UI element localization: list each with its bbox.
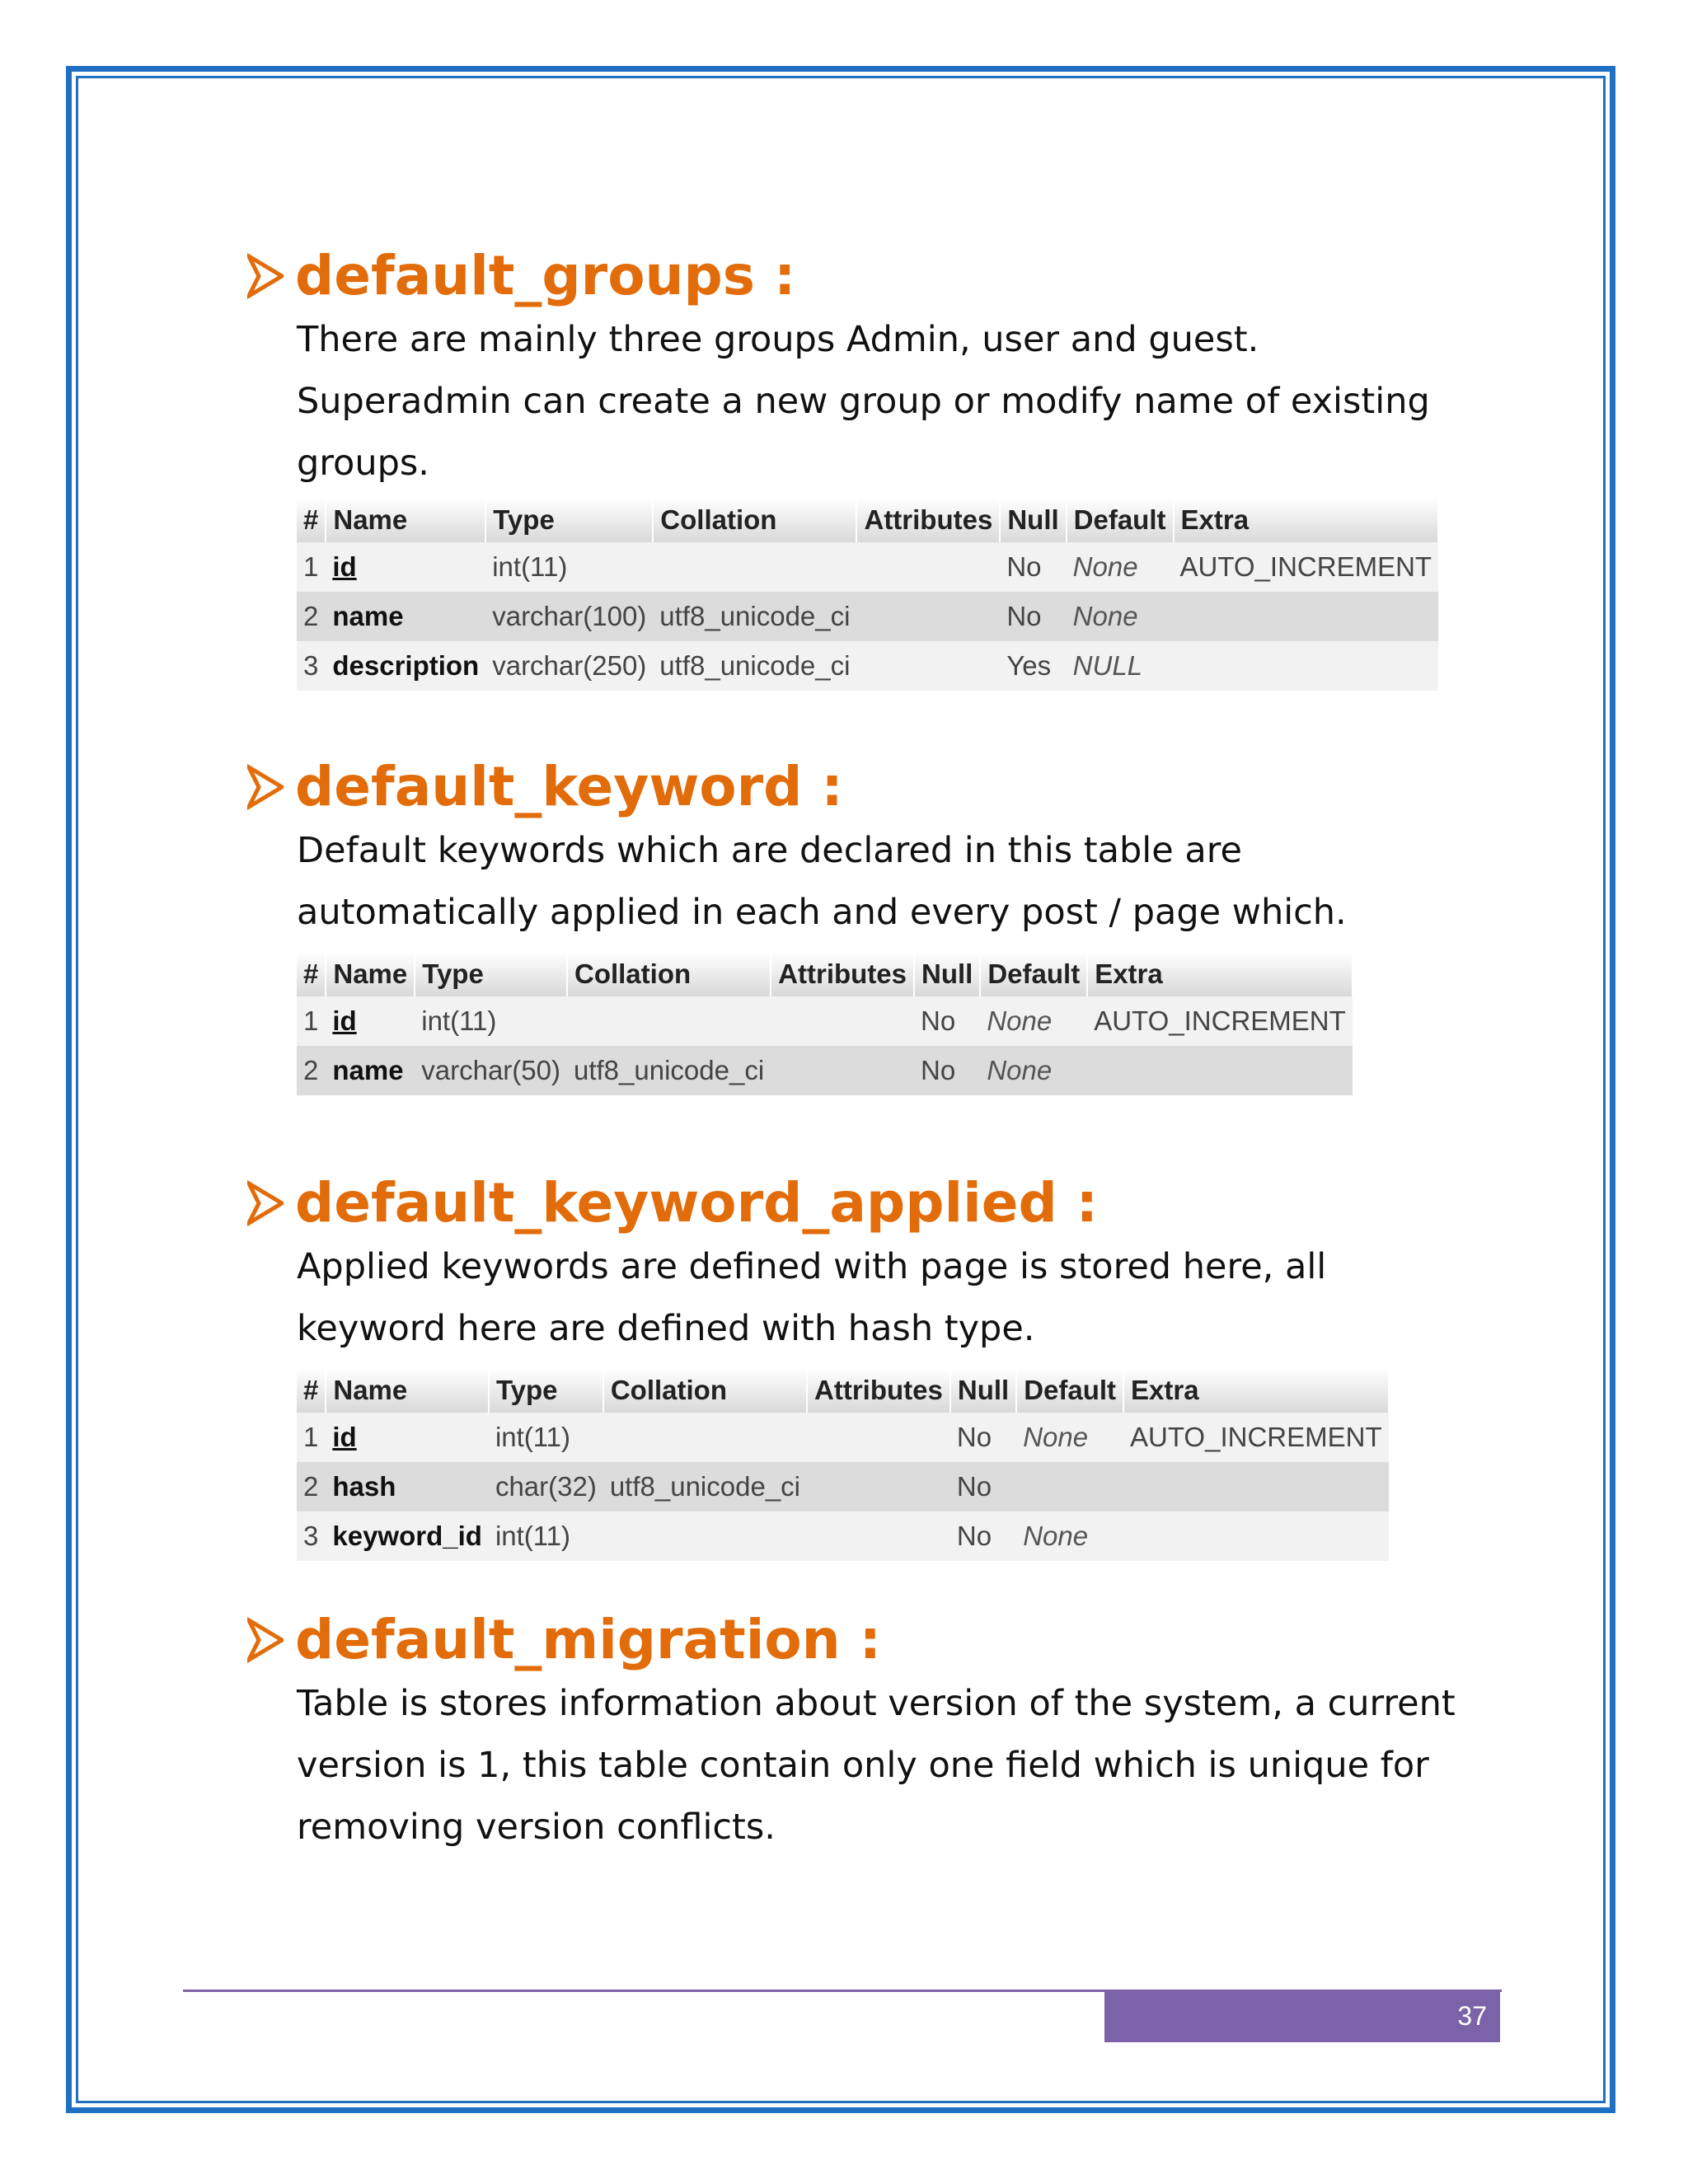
- table-cell: [771, 996, 914, 1046]
- column-header: Collation: [653, 498, 856, 542]
- column-header: Attributes: [807, 1368, 950, 1413]
- table-cell: utf8_unicode_ci: [603, 1462, 807, 1511]
- description-line: There are mainly three groups Admin, user and guest.: [297, 319, 1259, 360]
- column-header: Default: [1016, 1368, 1123, 1413]
- column-header: Extra: [1087, 952, 1353, 996]
- column-header: Name: [326, 498, 485, 542]
- table-cell: 2: [297, 1462, 326, 1511]
- table-cell: id: [326, 996, 415, 1046]
- table-cell: No: [950, 1511, 1016, 1561]
- arrow-bullet-icon: [247, 253, 284, 299]
- table-row: [297, 1046, 1353, 1095]
- column-header: Attributes: [856, 498, 1000, 542]
- table-cell: utf8_unicode_ci: [567, 1046, 771, 1095]
- table-cell: utf8_unicode_ci: [653, 592, 856, 641]
- table-cell: 3: [297, 641, 326, 691]
- section-title: default_keyword_applied :: [295, 1171, 1099, 1235]
- table-row: [297, 1511, 1389, 1561]
- section-default-keyword-applied: [247, 1170, 1517, 1360]
- description-line: keyword here are defined with hash type.: [297, 1308, 1035, 1349]
- table-cell: 2: [297, 592, 326, 641]
- table-row: [297, 592, 1438, 641]
- column-header: #: [297, 498, 326, 542]
- table-header-row: [297, 952, 1353, 996]
- column-header: Attributes: [771, 952, 914, 996]
- section-description: [297, 1673, 1508, 1858]
- table-cell: [856, 641, 1000, 691]
- table-cell: 1: [297, 542, 326, 592]
- section-heading: [247, 1607, 1517, 1673]
- section-title: default_keyword :: [295, 755, 843, 818]
- table-cell: varchar(50): [415, 1046, 567, 1095]
- description-line: version is 1, this table contain only one field which is unique for: [297, 1745, 1429, 1786]
- table-cell: None: [1016, 1511, 1123, 1561]
- table-row: [297, 1462, 1389, 1511]
- column-header: Name: [326, 952, 415, 996]
- section-heading: [247, 1170, 1517, 1236]
- table-header-row: [297, 498, 1438, 542]
- column-header: Default: [980, 952, 1087, 996]
- column-header: Null: [950, 1368, 1016, 1413]
- table-cell: [653, 542, 856, 592]
- table-cell: [1174, 641, 1439, 691]
- column-header: Extra: [1174, 498, 1439, 542]
- table-cell: id: [326, 542, 485, 592]
- section-title: default_migration :: [295, 1608, 882, 1671]
- column-header: Collation: [603, 1368, 807, 1413]
- arrow-bullet-icon: [247, 764, 284, 810]
- table-cell: None: [980, 996, 1087, 1046]
- table-cell: 3: [297, 1511, 326, 1561]
- description-line: Applied keywords are defined with page is stored here, all: [297, 1246, 1327, 1287]
- table-header-row: [297, 1368, 1389, 1413]
- column-header: Name: [326, 1368, 489, 1413]
- column-header: Collation: [567, 952, 771, 996]
- table-cell: [1123, 1462, 1389, 1511]
- table-cell: None: [1016, 1413, 1123, 1462]
- table-cell: No: [950, 1462, 1016, 1511]
- column-header: Extra: [1123, 1368, 1389, 1413]
- table-cell: hash: [326, 1462, 489, 1511]
- table-cell: [856, 542, 1000, 592]
- table-cell: int(11): [485, 542, 653, 592]
- description-line: groups.: [297, 443, 429, 484]
- section-heading: [247, 243, 1517, 309]
- section-title: default_groups :: [295, 244, 796, 307]
- table-cell: AUTO_INCREMENT: [1087, 996, 1353, 1046]
- section-description: [297, 309, 1508, 494]
- table-row: [297, 996, 1353, 1046]
- table-cell: No: [914, 996, 980, 1046]
- table-cell: [603, 1413, 807, 1462]
- table-row: [297, 542, 1438, 592]
- table-cell: No: [914, 1046, 980, 1095]
- description-line: Superadmin can create a new group or modify name of existing: [297, 381, 1430, 422]
- table-cell: description: [326, 641, 485, 691]
- section-default-keyword: [247, 754, 1517, 944]
- table-cell: utf8_unicode_ci: [653, 641, 856, 691]
- section-heading: [247, 754, 1517, 820]
- table-cell: [856, 592, 1000, 641]
- table-row: [297, 641, 1438, 691]
- table-cell: name: [326, 592, 485, 641]
- table-cell: NULL: [1067, 641, 1174, 691]
- column-header: #: [297, 952, 326, 996]
- table-cell: No: [1000, 542, 1066, 592]
- table-cell: int(11): [489, 1511, 603, 1561]
- description-line: Table is stores information about version of the system, a current: [297, 1683, 1456, 1724]
- table-cell: [1123, 1511, 1389, 1561]
- table-cell: name: [326, 1046, 415, 1095]
- section-default-groups: [247, 243, 1517, 494]
- table-cell: AUTO_INCREMENT: [1123, 1413, 1389, 1462]
- table-structure-default-groups: [297, 498, 1439, 691]
- table-cell: [1016, 1462, 1123, 1511]
- table-cell: [771, 1046, 914, 1095]
- section-description: [297, 820, 1508, 944]
- table-cell: [1087, 1046, 1353, 1095]
- table-cell: int(11): [489, 1413, 603, 1462]
- column-header: Null: [914, 952, 980, 996]
- table-cell: [603, 1511, 807, 1561]
- column-header: Default: [1067, 498, 1174, 542]
- table-cell: [807, 1413, 950, 1462]
- arrow-bullet-icon: [247, 1617, 284, 1663]
- column-header: Null: [1000, 498, 1066, 542]
- table-cell: None: [980, 1046, 1087, 1095]
- table-cell: 2: [297, 1046, 326, 1095]
- table-cell: [567, 996, 771, 1046]
- table-cell: None: [1067, 542, 1174, 592]
- footer-page-number-box: [1104, 1990, 1500, 2042]
- table-structure-default-keyword: [297, 952, 1353, 1095]
- table-row: [297, 1413, 1389, 1462]
- page-number: 37: [1457, 2000, 1487, 2031]
- table-cell: No: [1000, 592, 1066, 641]
- description-line: removing version conflicts.: [297, 1807, 776, 1848]
- section-description: [297, 1236, 1508, 1360]
- table-cell: [807, 1462, 950, 1511]
- table-cell: varchar(250): [485, 641, 653, 691]
- table-cell: id: [326, 1413, 489, 1462]
- table-cell: 1: [297, 1413, 326, 1462]
- table-cell: 1: [297, 996, 326, 1046]
- table-cell: char(32): [489, 1462, 603, 1511]
- table-cell: keyword_id: [326, 1511, 489, 1561]
- table-cell: No: [950, 1413, 1016, 1462]
- table-cell: AUTO_INCREMENT: [1174, 542, 1439, 592]
- column-header: #: [297, 1368, 326, 1413]
- column-header: Type: [489, 1368, 603, 1413]
- arrow-bullet-icon: [247, 1180, 284, 1226]
- column-header: Type: [485, 498, 653, 542]
- table-cell: varchar(100): [485, 592, 653, 641]
- table-cell: int(11): [415, 996, 567, 1046]
- table-cell: [807, 1511, 950, 1561]
- description-line: automatically applied in each and every post / page which.: [297, 892, 1347, 933]
- description-line: Default keywords which are declared in this table are: [297, 830, 1242, 871]
- table-structure-default-keyword-applied: [297, 1368, 1390, 1561]
- table-cell: [1174, 592, 1439, 641]
- section-default-migration: [247, 1607, 1517, 1858]
- column-header: Type: [415, 952, 567, 996]
- table-cell: None: [1067, 592, 1174, 641]
- table-cell: Yes: [1000, 641, 1066, 691]
